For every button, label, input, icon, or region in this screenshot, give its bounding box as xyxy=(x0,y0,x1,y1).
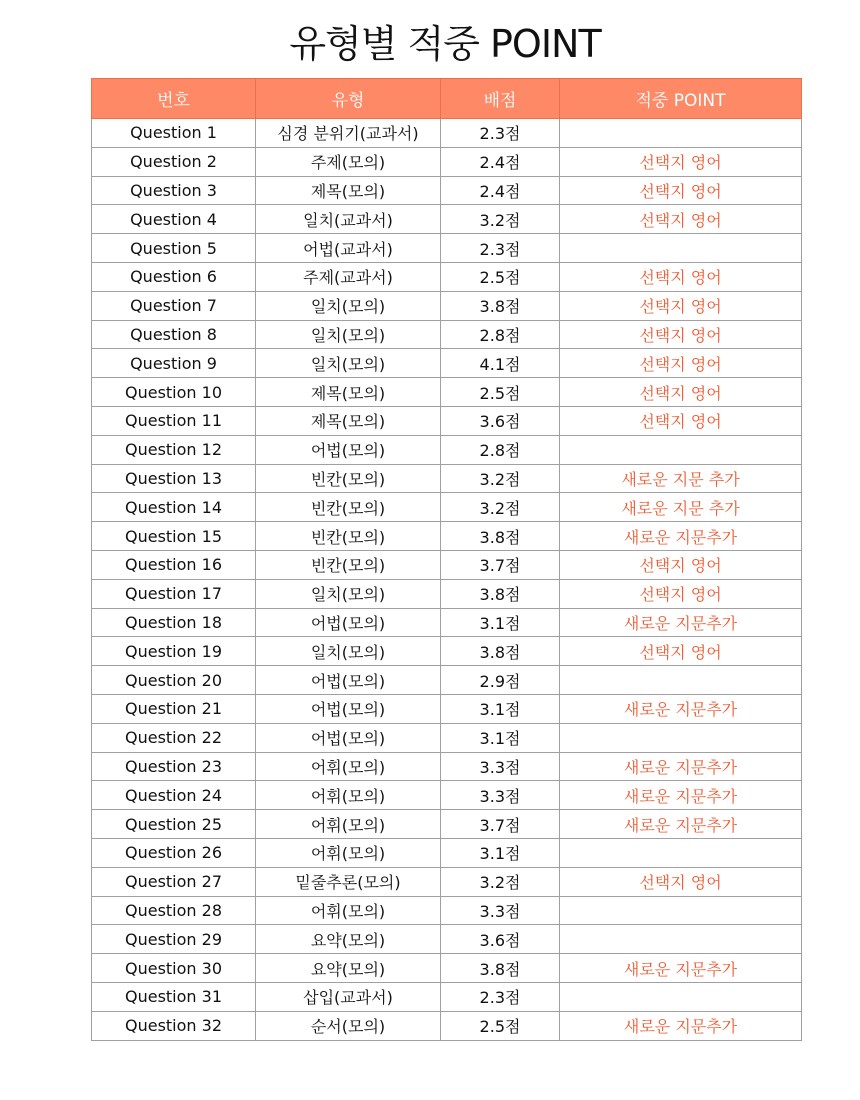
table-header-row xyxy=(92,79,802,119)
question-score-cell: 3.8점 xyxy=(441,637,560,666)
table-row xyxy=(92,982,802,1011)
page-title: 유형별 적중 POINT xyxy=(289,22,601,66)
question-number-cell: Question 2 xyxy=(92,147,256,176)
question-type-cell: 주제(모의) xyxy=(256,147,441,176)
hit-point-cell: 선택지 영어 xyxy=(560,176,802,205)
hit-point-cell xyxy=(560,435,802,464)
question-type-cell: 어법(교과서) xyxy=(256,234,441,263)
question-type-cell: 요약(모의) xyxy=(256,925,441,954)
question-score-cell: 3.8점 xyxy=(441,522,560,551)
question-number-cell: Question 30 xyxy=(92,954,256,983)
question-type-cell: 밑줄추론(모의) xyxy=(256,867,441,896)
table-row xyxy=(92,550,802,579)
hit-point-cell xyxy=(560,896,802,925)
question-score-cell: 3.3점 xyxy=(441,752,560,781)
question-type-cell: 순서(모의) xyxy=(256,1011,441,1040)
question-type-cell: 삽입(교과서) xyxy=(256,982,441,1011)
question-score-cell: 3.2점 xyxy=(441,867,560,896)
question-number-cell: Question 9 xyxy=(92,349,256,378)
table-row xyxy=(92,119,802,148)
question-type-cell: 일치(모의) xyxy=(256,320,441,349)
score-table xyxy=(91,78,802,1041)
hit-point-cell xyxy=(560,982,802,1011)
table-row xyxy=(92,234,802,263)
question-number-cell: Question 32 xyxy=(92,1011,256,1040)
question-number-cell: Question 6 xyxy=(92,262,256,291)
question-number-cell: Question 28 xyxy=(92,896,256,925)
question-number-cell: Question 18 xyxy=(92,608,256,637)
table-row xyxy=(92,694,802,723)
question-number-cell: Question 26 xyxy=(92,838,256,867)
question-number-cell: Question 1 xyxy=(92,119,256,148)
question-score-cell: 3.1점 xyxy=(441,608,560,637)
table-row xyxy=(92,838,802,867)
question-score-cell: 3.1점 xyxy=(441,694,560,723)
question-score-cell: 4.1점 xyxy=(441,349,560,378)
question-number-cell: Question 5 xyxy=(92,234,256,263)
question-number-cell: Question 23 xyxy=(92,752,256,781)
question-type-cell: 일치(모의) xyxy=(256,637,441,666)
question-number-cell: Question 16 xyxy=(92,550,256,579)
table-row xyxy=(92,1011,802,1040)
hit-point-cell: 선택지 영어 xyxy=(560,291,802,320)
question-number-cell: Question 15 xyxy=(92,522,256,551)
hit-point-cell: 선택지 영어 xyxy=(560,262,802,291)
hit-point-cell xyxy=(560,925,802,954)
table-row xyxy=(92,637,802,666)
question-type-cell: 빈칸(모의) xyxy=(256,550,441,579)
question-type-cell: 주제(교과서) xyxy=(256,262,441,291)
hit-point-cell: 새로운 지문추가 xyxy=(560,694,802,723)
table-row xyxy=(92,810,802,839)
question-number-cell: Question 24 xyxy=(92,781,256,810)
hit-point-cell: 선택지 영어 xyxy=(560,349,802,378)
question-type-cell: 어휘(모의) xyxy=(256,781,441,810)
question-score-cell: 3.2점 xyxy=(441,464,560,493)
question-score-cell: 2.3점 xyxy=(441,234,560,263)
question-number-cell: Question 3 xyxy=(92,176,256,205)
table-row xyxy=(92,867,802,896)
hit-point-cell: 선택지 영어 xyxy=(560,205,802,234)
question-type-cell: 어법(모의) xyxy=(256,723,441,752)
question-number-cell: Question 8 xyxy=(92,320,256,349)
question-score-cell: 2.4점 xyxy=(441,176,560,205)
table-row xyxy=(92,493,802,522)
question-number-cell: Question 13 xyxy=(92,464,256,493)
hit-point-cell: 선택지 영어 xyxy=(560,378,802,407)
table-row xyxy=(92,781,802,810)
question-type-cell: 어법(모의) xyxy=(256,666,441,695)
question-type-cell: 일치(모의) xyxy=(256,349,441,378)
table-row xyxy=(92,579,802,608)
table-row xyxy=(92,608,802,637)
question-type-cell: 빈칸(모의) xyxy=(256,493,441,522)
question-number-cell: Question 10 xyxy=(92,378,256,407)
header-number: 번호 xyxy=(92,79,256,119)
table-row xyxy=(92,406,802,435)
hit-point-cell: 선택지 영어 xyxy=(560,579,802,608)
question-score-cell: 3.1점 xyxy=(441,723,560,752)
hit-point-cell: 새로운 지문추가 xyxy=(560,781,802,810)
question-number-cell: Question 17 xyxy=(92,579,256,608)
question-number-cell: Question 4 xyxy=(92,205,256,234)
header-score: 배점 xyxy=(441,79,560,119)
hit-point-cell xyxy=(560,838,802,867)
question-score-cell: 2.3점 xyxy=(441,982,560,1011)
question-type-cell: 어휘(모의) xyxy=(256,810,441,839)
hit-point-cell: 선택지 영어 xyxy=(560,637,802,666)
question-type-cell: 빈칸(모의) xyxy=(256,464,441,493)
question-number-cell: Question 7 xyxy=(92,291,256,320)
question-score-cell: 2.8점 xyxy=(441,435,560,464)
question-number-cell: Question 21 xyxy=(92,694,256,723)
question-score-cell: 3.6점 xyxy=(441,406,560,435)
question-type-cell: 어법(모의) xyxy=(256,435,441,464)
hit-point-cell: 새로운 지문추가 xyxy=(560,810,802,839)
question-number-cell: Question 14 xyxy=(92,493,256,522)
header-type: 유형 xyxy=(256,79,441,119)
question-type-cell: 일치(모의) xyxy=(256,579,441,608)
question-type-cell: 심경 분위기(교과서) xyxy=(256,119,441,148)
question-number-cell: Question 31 xyxy=(92,982,256,1011)
table-row xyxy=(92,896,802,925)
table-row xyxy=(92,378,802,407)
question-score-cell: 3.2점 xyxy=(441,493,560,522)
question-score-cell: 3.1점 xyxy=(441,838,560,867)
question-type-cell: 일치(교과서) xyxy=(256,205,441,234)
question-type-cell: 어휘(모의) xyxy=(256,752,441,781)
question-number-cell: Question 20 xyxy=(92,666,256,695)
question-type-cell: 어휘(모의) xyxy=(256,896,441,925)
table-row xyxy=(92,205,802,234)
question-score-cell: 3.7점 xyxy=(441,550,560,579)
question-score-cell: 2.5점 xyxy=(441,378,560,407)
question-score-cell: 2.9점 xyxy=(441,666,560,695)
table-row xyxy=(92,752,802,781)
hit-point-cell xyxy=(560,723,802,752)
table-row xyxy=(92,435,802,464)
table-row xyxy=(92,666,802,695)
table-row xyxy=(92,925,802,954)
question-type-cell: 빈칸(모의) xyxy=(256,522,441,551)
question-type-cell: 요약(모의) xyxy=(256,954,441,983)
question-number-cell: Question 29 xyxy=(92,925,256,954)
hit-point-cell xyxy=(560,666,802,695)
table-body xyxy=(92,119,802,1041)
hit-point-cell xyxy=(560,234,802,263)
table-row xyxy=(92,320,802,349)
question-type-cell: 어법(모의) xyxy=(256,694,441,723)
question-score-cell: 3.3점 xyxy=(441,896,560,925)
question-score-cell: 3.8점 xyxy=(441,954,560,983)
question-score-cell: 3.3점 xyxy=(441,781,560,810)
table-row xyxy=(92,349,802,378)
hit-point-cell: 새로운 지문추가 xyxy=(560,752,802,781)
question-number-cell: Question 22 xyxy=(92,723,256,752)
table-row xyxy=(92,176,802,205)
hit-point-cell: 새로운 지문추가 xyxy=(560,1011,802,1040)
table-row xyxy=(92,147,802,176)
question-score-cell: 3.6점 xyxy=(441,925,560,954)
table-row xyxy=(92,464,802,493)
header-point: 적중 POINT xyxy=(560,79,802,119)
hit-point-cell: 선택지 영어 xyxy=(560,320,802,349)
question-score-cell: 3.8점 xyxy=(441,579,560,608)
question-number-cell: Question 25 xyxy=(92,810,256,839)
hit-point-cell: 새로운 지문추가 xyxy=(560,608,802,637)
question-score-cell: 3.7점 xyxy=(441,810,560,839)
question-type-cell: 어휘(모의) xyxy=(256,838,441,867)
question-score-cell: 2.5점 xyxy=(441,262,560,291)
question-score-cell: 2.4점 xyxy=(441,147,560,176)
hit-point-cell: 새로운 지문 추가 xyxy=(560,493,802,522)
hit-point-cell: 선택지 영어 xyxy=(560,147,802,176)
hit-point-cell xyxy=(560,119,802,148)
question-number-cell: Question 19 xyxy=(92,637,256,666)
table-row xyxy=(92,522,802,551)
question-score-cell: 2.5점 xyxy=(441,1011,560,1040)
question-score-cell: 3.2점 xyxy=(441,205,560,234)
hit-point-cell: 새로운 지문 추가 xyxy=(560,464,802,493)
table-row xyxy=(92,262,802,291)
question-number-cell: Question 27 xyxy=(92,867,256,896)
question-type-cell: 제목(모의) xyxy=(256,378,441,407)
table-row xyxy=(92,291,802,320)
hit-point-cell: 선택지 영어 xyxy=(560,867,802,896)
question-type-cell: 제목(모의) xyxy=(256,406,441,435)
question-score-cell: 3.8점 xyxy=(441,291,560,320)
hit-point-cell: 선택지 영어 xyxy=(560,406,802,435)
question-type-cell: 일치(모의) xyxy=(256,291,441,320)
hit-point-cell: 새로운 지문추가 xyxy=(560,522,802,551)
question-type-cell: 어법(모의) xyxy=(256,608,441,637)
table-row xyxy=(92,954,802,983)
question-type-cell: 제목(모의) xyxy=(256,176,441,205)
hit-point-cell: 선택지 영어 xyxy=(560,550,802,579)
question-number-cell: Question 12 xyxy=(92,435,256,464)
table-row xyxy=(92,723,802,752)
question-number-cell: Question 11 xyxy=(92,406,256,435)
question-score-cell: 2.8점 xyxy=(441,320,560,349)
question-score-cell: 2.3점 xyxy=(441,119,560,148)
hit-point-cell: 새로운 지문추가 xyxy=(560,954,802,983)
